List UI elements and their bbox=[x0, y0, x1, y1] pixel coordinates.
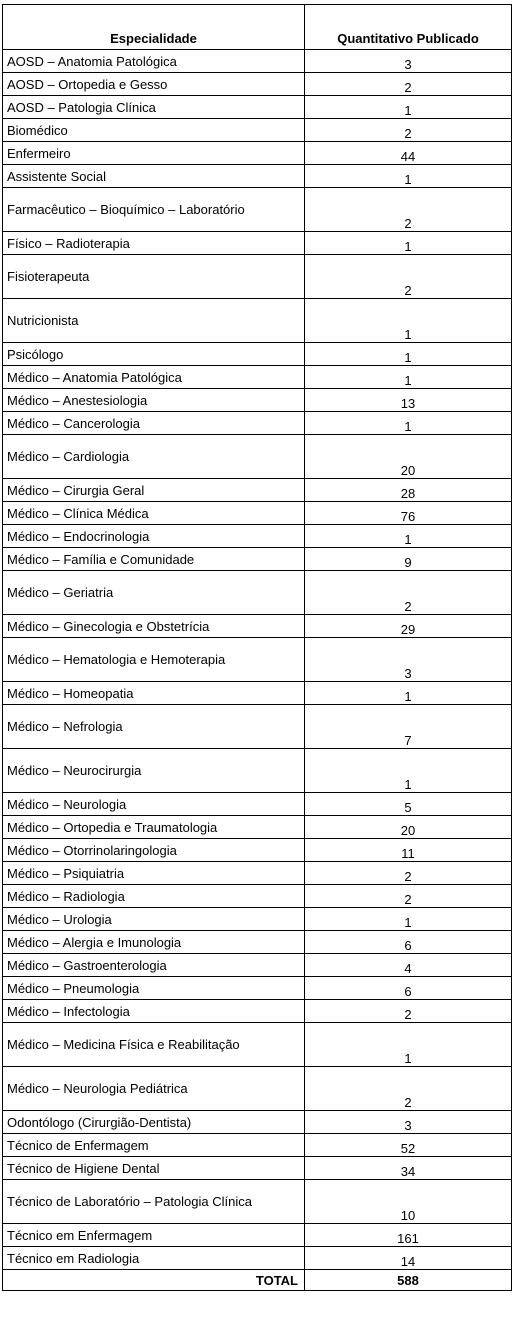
table-body bbox=[3, 50, 512, 1270]
specialty-cell: Odontólogo (Cirurgião-Dentista) bbox=[3, 1111, 305, 1134]
quantity-cell: 6 bbox=[305, 977, 512, 1000]
specialty-cell: Médico – Alergia e Imunologia bbox=[3, 931, 305, 954]
specialty-cell: Médico – Otorrinolaringologia bbox=[3, 839, 305, 862]
table-row bbox=[3, 1023, 512, 1067]
specialty-cell: Médico – Cardiologia bbox=[3, 435, 305, 479]
table-row bbox=[3, 816, 512, 839]
specialty-cell: Farmacêutico – Bioquímico – Laboratório bbox=[3, 188, 305, 232]
specialty-cell: Enfermeiro bbox=[3, 142, 305, 165]
quantity-cell: 1 bbox=[305, 908, 512, 931]
specialty-cell: Médico – Homeopatia bbox=[3, 682, 305, 705]
table-row bbox=[3, 548, 512, 571]
specialty-cell: Médico – Ortopedia e Traumatologia bbox=[3, 816, 305, 839]
specialty-cell: AOSD – Ortopedia e Gesso bbox=[3, 73, 305, 96]
specialty-cell: Médico – Anestesiologia bbox=[3, 389, 305, 412]
quantity-cell: 5 bbox=[305, 793, 512, 816]
table-row bbox=[3, 885, 512, 908]
table-row bbox=[3, 1247, 512, 1270]
specialty-cell: AOSD – Anatomia Patológica bbox=[3, 50, 305, 73]
quantity-cell: 2 bbox=[305, 571, 512, 615]
quantity-cell: 6 bbox=[305, 931, 512, 954]
specialty-cell: Médico – Neurologia Pediátrica bbox=[3, 1067, 305, 1111]
specialty-cell: Médico – Ginecologia e Obstetrícia bbox=[3, 615, 305, 638]
quantity-cell: 76 bbox=[305, 502, 512, 525]
table-row bbox=[3, 1067, 512, 1111]
specialty-cell: Médico – Cirurgia Geral bbox=[3, 479, 305, 502]
table-row bbox=[3, 73, 512, 96]
table-row bbox=[3, 705, 512, 749]
table-row bbox=[3, 479, 512, 502]
quantity-cell: 44 bbox=[305, 142, 512, 165]
table-row bbox=[3, 299, 512, 343]
table-row bbox=[3, 1157, 512, 1180]
specialty-cell: Médico – Pneumologia bbox=[3, 977, 305, 1000]
specialty-cell: Médico – Neurologia bbox=[3, 793, 305, 816]
specialty-table bbox=[2, 4, 512, 1291]
table-row bbox=[3, 165, 512, 188]
specialty-cell: Médico – Clínica Médica bbox=[3, 502, 305, 525]
header-specialty: Especialidade bbox=[3, 5, 305, 50]
quantity-cell: 2 bbox=[305, 885, 512, 908]
table-row bbox=[3, 343, 512, 366]
quantity-cell: 2 bbox=[305, 1000, 512, 1023]
quantity-cell: 2 bbox=[305, 119, 512, 142]
quantity-cell: 1 bbox=[305, 96, 512, 119]
table-row bbox=[3, 615, 512, 638]
quantity-cell: 29 bbox=[305, 615, 512, 638]
quantity-cell: 1 bbox=[305, 1023, 512, 1067]
total-label: TOTAL bbox=[3, 1270, 305, 1291]
quantity-cell: 3 bbox=[305, 638, 512, 682]
quantity-cell: 3 bbox=[305, 1111, 512, 1134]
quantity-cell: 1 bbox=[305, 525, 512, 548]
quantity-cell: 7 bbox=[305, 705, 512, 749]
table-row bbox=[3, 1180, 512, 1224]
table-row bbox=[3, 502, 512, 525]
table-row bbox=[3, 1134, 512, 1157]
table-row bbox=[3, 931, 512, 954]
specialty-cell: Técnico em Enfermagem bbox=[3, 1224, 305, 1247]
specialty-cell: Técnico em Radiologia bbox=[3, 1247, 305, 1270]
quantity-cell: 1 bbox=[305, 749, 512, 793]
table-row bbox=[3, 1111, 512, 1134]
quantity-cell: 1 bbox=[305, 343, 512, 366]
table-row bbox=[3, 749, 512, 793]
quantity-cell: 1 bbox=[305, 165, 512, 188]
specialty-cell: Médico – Endocrinologia bbox=[3, 525, 305, 548]
quantity-cell: 2 bbox=[305, 862, 512, 885]
specialty-cell: Nutricionista bbox=[3, 299, 305, 343]
quantity-cell: 20 bbox=[305, 816, 512, 839]
quantity-cell: 11 bbox=[305, 839, 512, 862]
specialty-cell: Físico – Radioterapia bbox=[3, 232, 305, 255]
specialty-cell: Médico – Nefrologia bbox=[3, 705, 305, 749]
quantity-cell: 1 bbox=[305, 232, 512, 255]
table-row bbox=[3, 188, 512, 232]
table-row bbox=[3, 389, 512, 412]
table-row bbox=[3, 435, 512, 479]
specialty-cell: Médico – Medicina Física e Reabilitação bbox=[3, 1023, 305, 1067]
table-row bbox=[3, 977, 512, 1000]
specialty-cell: Médico – Psiquiatria bbox=[3, 862, 305, 885]
quantity-cell: 13 bbox=[305, 389, 512, 412]
table-row bbox=[3, 255, 512, 299]
specialty-cell: Médico – Gastroenterologia bbox=[3, 954, 305, 977]
table-row bbox=[3, 412, 512, 435]
table-row bbox=[3, 142, 512, 165]
specialty-cell: Médico – Infectologia bbox=[3, 1000, 305, 1023]
table-row bbox=[3, 525, 512, 548]
table-row bbox=[3, 232, 512, 255]
specialty-cell: Técnico de Higiene Dental bbox=[3, 1157, 305, 1180]
table-row bbox=[3, 1000, 512, 1023]
table-row bbox=[3, 638, 512, 682]
table-row bbox=[3, 119, 512, 142]
header-quantity: Quantitativo Publicado bbox=[305, 5, 512, 50]
quantity-cell: 1 bbox=[305, 682, 512, 705]
specialty-cell: Médico – Geriatria bbox=[3, 571, 305, 615]
quantity-cell: 1 bbox=[305, 412, 512, 435]
table-row bbox=[3, 682, 512, 705]
quantity-cell: 52 bbox=[305, 1134, 512, 1157]
table-row bbox=[3, 793, 512, 816]
quantity-cell: 1 bbox=[305, 299, 512, 343]
quantity-cell: 2 bbox=[305, 1067, 512, 1111]
specialty-cell: Médico – Anatomia Patológica bbox=[3, 366, 305, 389]
table-row bbox=[3, 839, 512, 862]
specialty-cell: Médico – Neurocirurgia bbox=[3, 749, 305, 793]
specialty-cell: Psicólogo bbox=[3, 343, 305, 366]
table-row bbox=[3, 50, 512, 73]
total-value: 588 bbox=[305, 1270, 512, 1291]
quantity-cell: 28 bbox=[305, 479, 512, 502]
quantity-cell: 34 bbox=[305, 1157, 512, 1180]
quantity-cell: 10 bbox=[305, 1180, 512, 1224]
specialty-cell: Médico – Radiologia bbox=[3, 885, 305, 908]
table-row bbox=[3, 571, 512, 615]
quantity-cell: 3 bbox=[305, 50, 512, 73]
specialty-cell: Assistente Social bbox=[3, 165, 305, 188]
specialty-cell: Médico – Família e Comunidade bbox=[3, 548, 305, 571]
specialty-cell: AOSD – Patologia Clínica bbox=[3, 96, 305, 119]
quantity-cell: 2 bbox=[305, 188, 512, 232]
quantity-cell: 4 bbox=[305, 954, 512, 977]
quantity-cell: 161 bbox=[305, 1224, 512, 1247]
table-row bbox=[3, 862, 512, 885]
specialty-cell: Biomédico bbox=[3, 119, 305, 142]
table-row bbox=[3, 1224, 512, 1247]
table-row bbox=[3, 908, 512, 931]
table-row bbox=[3, 96, 512, 119]
specialty-cell: Médico – Cancerologia bbox=[3, 412, 305, 435]
header-row bbox=[3, 5, 512, 50]
quantity-cell: 14 bbox=[305, 1247, 512, 1270]
specialty-cell: Fisioterapeuta bbox=[3, 255, 305, 299]
quantity-cell: 2 bbox=[305, 73, 512, 96]
quantity-cell: 9 bbox=[305, 548, 512, 571]
specialty-cell: Técnico de Laboratório – Patologia Clínica bbox=[3, 1180, 305, 1224]
quantity-cell: 20 bbox=[305, 435, 512, 479]
specialty-cell: Técnico de Enfermagem bbox=[3, 1134, 305, 1157]
table-row bbox=[3, 954, 512, 977]
specialty-cell: Médico – Hematologia e Hemoterapia bbox=[3, 638, 305, 682]
total-row bbox=[3, 1270, 512, 1291]
table-row bbox=[3, 366, 512, 389]
quantity-cell: 2 bbox=[305, 255, 512, 299]
quantity-cell: 1 bbox=[305, 366, 512, 389]
specialty-cell: Médico – Urologia bbox=[3, 908, 305, 931]
